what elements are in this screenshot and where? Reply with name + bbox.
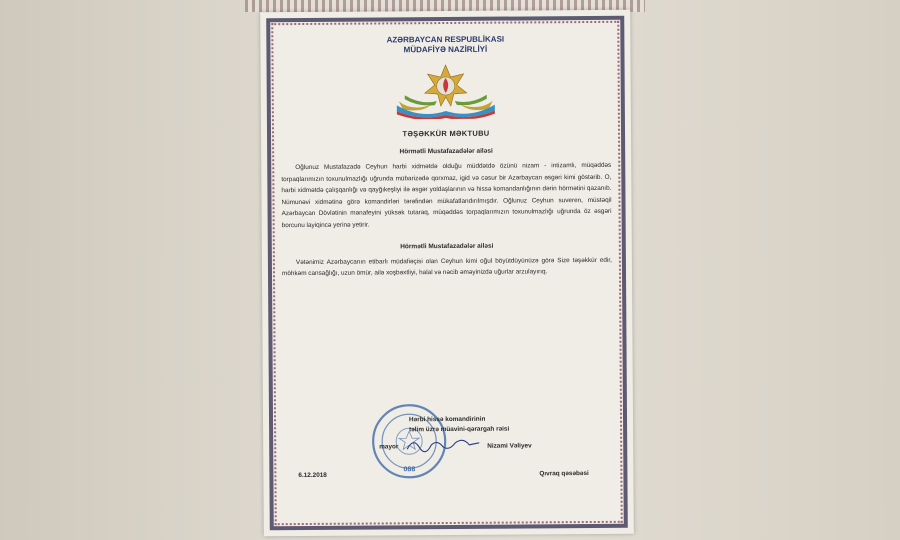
letter-content — [280, 34, 612, 480]
paragraph-first: Oğlunuz Mustafazadə Ceyhun harbi xidmətdə olduğu müddətdə özünü nizam - intizamlı, müqəddəs torpaqlarımızın toxunulmazlığı uğrunda mübarizədə qorxmaz, igid və cəsur bir Azərbaycan əsgəri kimi göstərib. O, harbi xidmətdə çalışqanlığı və qayğıkeşliyi ilə əsgər yoldaşlarının və hissə komandanlığının dərin hörmətini qazanıb. Nümunəvi xidmətinə görə komandirləri tərəfindən mükafatlandırılmışdır. Oğlunuz Ceyhun suveren, müstəqil Azərbaycan Dövlətinin mənafeyini yüksək tutaraq, müqəddəs torpaqlarımızın toxunulmazlığı uğrunda öz əsgəri borcunu layiqincə yerinə yetirir. — [281, 161, 612, 230]
signature-block — [283, 406, 614, 518]
stamp-number: 088 — [403, 466, 416, 474]
ministry-header — [280, 34, 610, 56]
salutation-second: Hörmətli Mustafazadələr ailəsi — [400, 242, 494, 250]
header-line-2: MÜDAFİYƏ NAZİRLİYİ — [403, 44, 488, 55]
header-line-1: AZƏRBAYCAN RESPUBLİKASI — [386, 34, 505, 45]
letter-title: TƏŞƏKKÜR MƏKTUBU — [402, 128, 490, 139]
signatory-name: Nizami Vəliyev — [487, 442, 532, 450]
signatory-rank: mayor — [379, 443, 399, 451]
paragraph-second: Vətənimiz Azərbaycanın etibarlı müdafiəçisi olan Ceyhun kimi oğul böyütdüyünüzə görə Size təşəkkür edir, möhkəm cansağlığı, uzun ömür, ailə xoşbəxtliyi, halal və nəcib əməyinizdə uğurlar arzulayırıq. — [281, 256, 612, 278]
letter-date: 6.12.2018 — [298, 471, 327, 480]
state-emblem-icon — [391, 61, 501, 120]
salutation-first: Hörmətli Mustafazadələr ailəsi — [399, 147, 493, 156]
certificate-sheet — [260, 10, 634, 537]
signatory-title-line-1: Hərbi hissə komandirinin — [408, 415, 486, 424]
letter-place: Qıvraq qəsəbəsi — [539, 470, 589, 478]
signatory-title-line-2: təlim üzrə müavini-qərargah rəisi — [409, 425, 510, 434]
handwritten-signature — [403, 433, 483, 456]
